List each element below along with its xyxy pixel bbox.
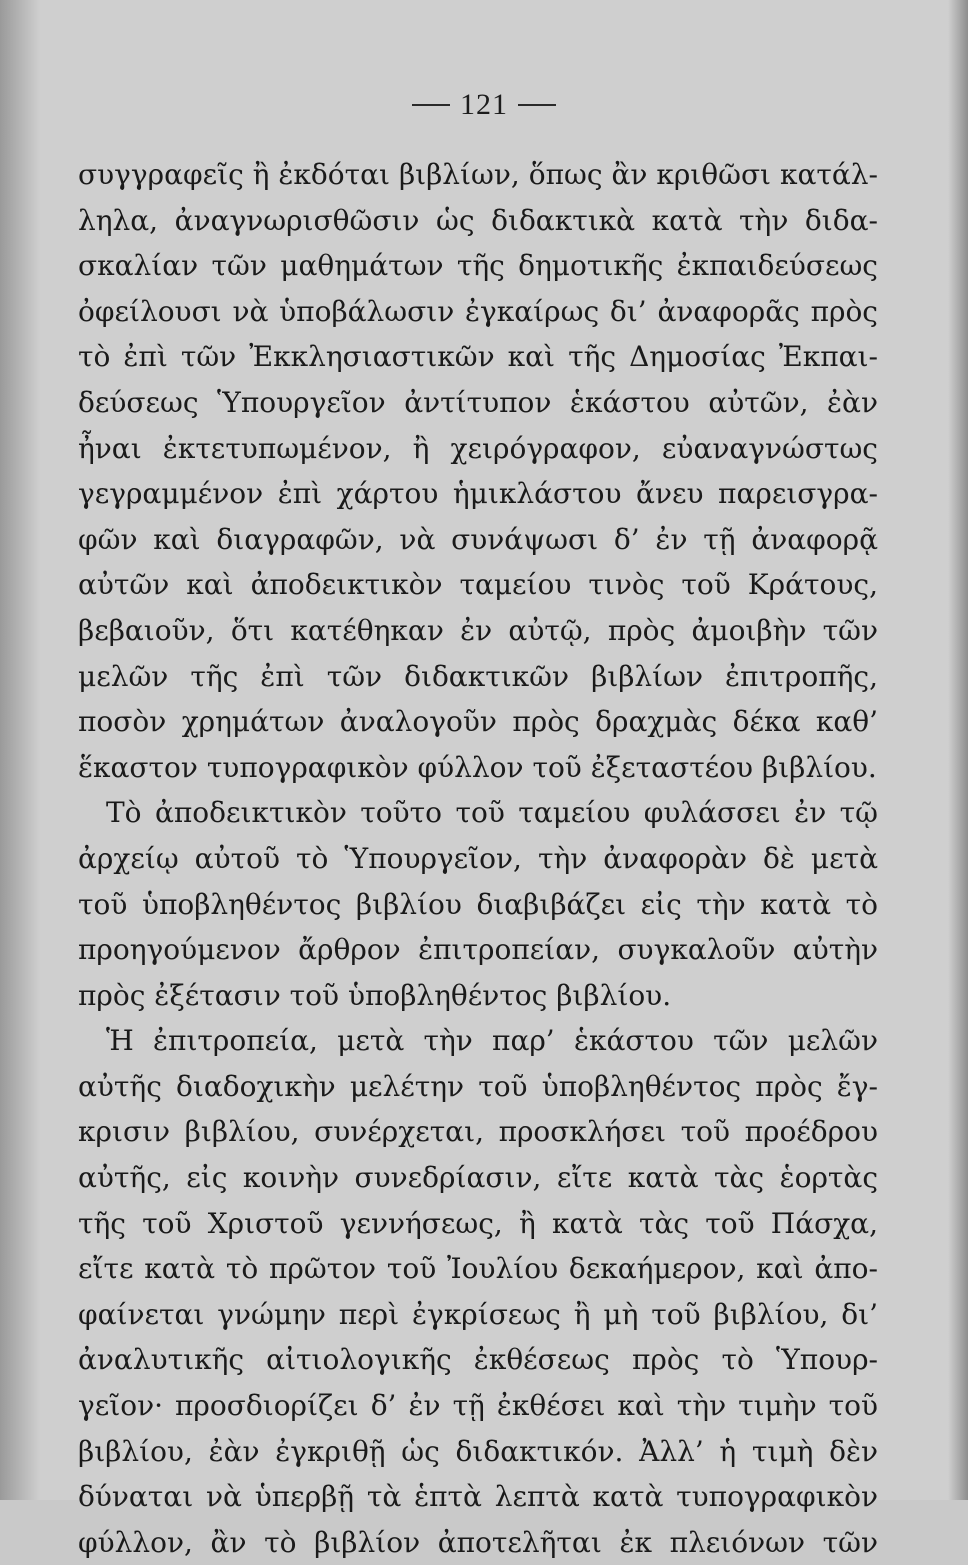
text-line: φαίνεται γνώμην περὶ ἐγκρίσεως ἢ μὴ τοῦ βιβλίου, δι’ [78, 1297, 878, 1331]
text-line: Τὸ ἀποδεικτικὸν τοῦτο τοῦ ταμείου φυλάσσει ἐν τῷ [106, 796, 878, 830]
text-line: σκαλίαν τῶν μαθημάτων τῆς δημοτικῆς ἐκπαιδεύσεως [78, 249, 878, 283]
page-header [0, 88, 968, 122]
text-line: τοῦ ὑποβληθέντος βιβλίου διαβιβάζει εἰς τὴν κατὰ τὸ [78, 887, 878, 921]
text-line: γεῖον· προσδιορίζει δ’ ἐν τῇ ἐκθέσει καὶ τὴν τιμὴν τοῦ [78, 1389, 878, 1423]
header-dash-left [412, 104, 450, 106]
text-line: ληλα, ἀναγνωρισθῶσιν ὡς διδακτικὰ κατὰ τὴν διδα- [78, 203, 878, 237]
page-number: 121 [460, 88, 508, 121]
text-line: ἀρχείῳ αὐτοῦ τὸ Ὑπουργεῖον, τὴν ἀναφορὰν δὲ μετὰ [78, 841, 878, 875]
text-line: εἴτε κατὰ τὸ πρῶτον τοῦ Ἰουλίου δεκαήμερον, καὶ ἀπο- [78, 1252, 878, 1286]
text-line: δύναται νὰ ὑπερβῇ τὰ ἑπτὰ λεπτὰ κατὰ τυπογραφικὸν [78, 1480, 878, 1514]
text-line: δεύσεως Ὑπουργεῖον ἀντίτυπον ἑκάστου αὐτῶν, ἐὰν [78, 385, 878, 419]
text-line: φύλλον, ἂν τὸ βιβλίον ἀποτελῆται ἐκ πλειόνων τῶν [78, 1525, 878, 1559]
text-line: πρὸς ἐξέτασιν τοῦ ὑποβληθέντος βιβλίου. [78, 978, 672, 1012]
text-line: ἕκαστον τυπογραφικὸν φύλλον τοῦ ἐξεταστέου βιβλίου. [78, 750, 877, 784]
header-dash-right [518, 104, 556, 106]
text-line: ἦναι ἐκτετυπωμένον, ἢ χειρόγραφον, εὐαναγνώστως [78, 431, 878, 465]
text-line: γεγραμμένον ἐπὶ χάρτου ἡμικλάστου ἄνευ παρεισγρα- [78, 477, 878, 511]
text-line: μελῶν τῆς ἐπὶ τῶν διδακτικῶν βιβλίων ἐπιτροπῆς, [78, 659, 878, 693]
text-line: βιβλίου, ἐὰν ἐγκριθῇ ὡς διδακτικόν. Ἀλλ’ ἡ τιμὴ δὲν [78, 1434, 878, 1468]
text-line: ὀφείλουσι νὰ ὑποβάλωσιν ἐγκαίρως δι’ ἀναφορᾶς πρὸς [78, 294, 878, 328]
text-line: συγγραφεῖς ἢ ἐκδόται βιβλίων, ὅπως ἂν κριθῶσι κατάλ- [78, 158, 878, 191]
text-line: αὐτῆς, εἰς κοινὴν συνεδρίασιν, εἴτε κατὰ τὰς ἑορτὰς [78, 1161, 878, 1195]
text-line: φῶν καὶ διαγραφῶν, νὰ συνάψωσι δ’ ἐν τῇ ἀναφορᾷ [78, 522, 878, 556]
text-line: τῆς τοῦ Χριστοῦ γεννήσεως, ἢ κατὰ τὰς τοῦ Πάσχα, [78, 1206, 878, 1240]
text-line: αὐτῶν καὶ ἀποδεικτικὸν ταμείου τινὸς τοῦ Κράτους, [78, 568, 878, 602]
body-text [78, 152, 878, 1565]
text-line: προηγούμενον ἄρθρον ἐπιτροπείαν, συγκαλοῦν αὐτὴν [78, 933, 878, 967]
text-line: τὸ ἐπὶ τῶν Ἐκκλησιαστικῶν καὶ τῆς Δημοσίας Ἐκπαι- [78, 340, 878, 374]
text-line: Ἡ ἐπιτροπεία, μετὰ τὴν παρ’ ἑκάστου τῶν μελῶν [106, 1024, 878, 1058]
text-line: κρισιν βιβλίου, συνέρχεται, προσκλήσει τοῦ προέδρου [78, 1115, 878, 1149]
text-line: αὐτῆς διαδοχικὴν μελέτην τοῦ ὑποβληθέντος πρὸς ἔγ- [78, 1069, 878, 1103]
text-line: ἀναλυτικῆς αἰτιολογικῆς ἐκθέσεως πρὸς τὸ Ὑπουρ- [78, 1343, 878, 1377]
text-line: ποσὸν χρημάτων ἀναλογοῦν πρὸς δραχμὰς δέκα καθ’ [78, 705, 878, 739]
text-line: βεβαιοῦν, ὅτι κατέθηκαν ἐν αὐτῷ, πρὸς ἀμοιβὴν τῶν [78, 613, 878, 647]
